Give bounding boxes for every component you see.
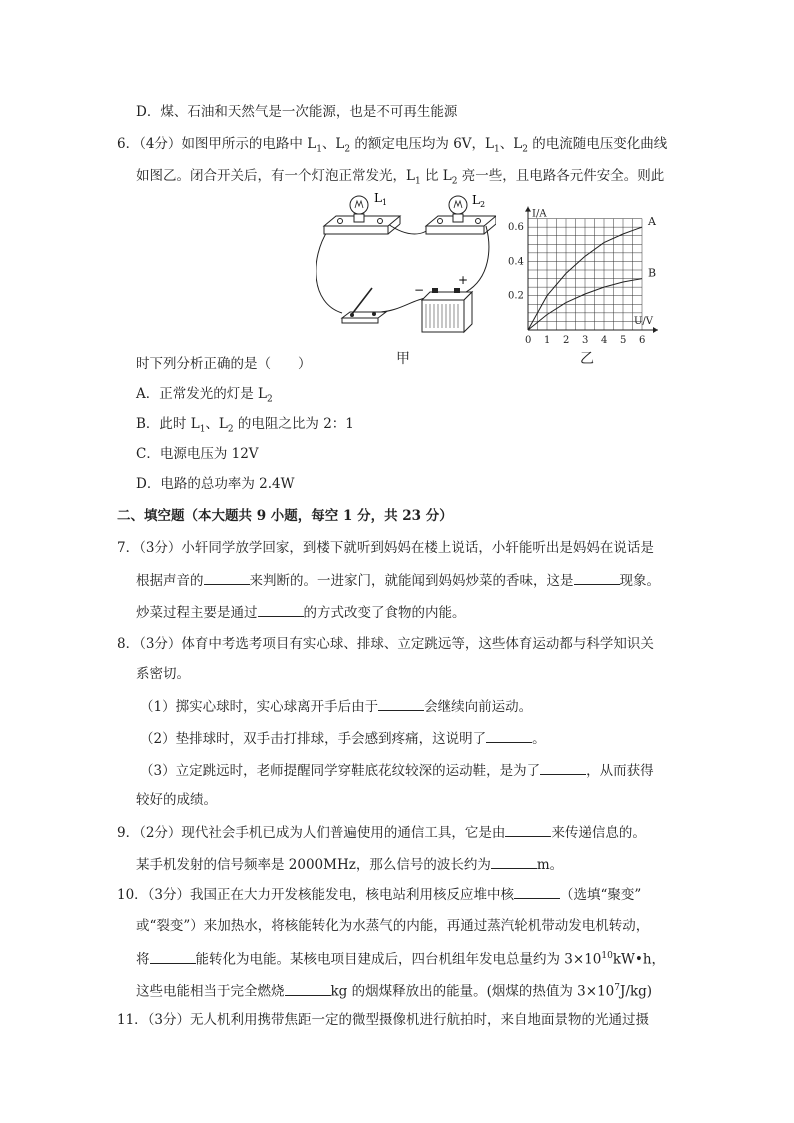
blank	[505, 822, 551, 837]
q6-option-c: C．电源电压为 12V	[136, 446, 259, 462]
lamp-l2	[426, 196, 496, 234]
q6-option-a: A．正常发光的灯是 $L_2$	[136, 386, 273, 405]
q7-line-1: 7．（3分）小轩同学放学回家，到楼下就听到妈妈在楼上说话，小轩能听出是妈妈在说话是	[117, 540, 654, 556]
blank	[378, 696, 424, 711]
series-label-A: A	[648, 215, 656, 229]
lamp-l1-label: $L_1$	[374, 191, 388, 207]
q6-line-1: 6．（4分）如图甲所示的电路中 $L_1$、$L_2$ 的额定电压均为 6V，$L_1$、$L_2$ 的电流随电压变化曲线	[117, 136, 668, 155]
q10-line-1: 10．（3分）我国正在大力开发核能发电，核电站利用核反应堆中核 （选填“聚变”	[117, 884, 641, 905]
q8-line-1: 8．（3分）体育中考选考项目有实心球、排球、立定跳远等，这些体育运动都与科学知识关	[117, 636, 654, 652]
q10-line-2: 或“裂变”）来加热水，将核能转化为水蒸气的内能，再通过蒸汽轮机带动发电机转动，	[136, 918, 650, 934]
q11-line-1: 11．（3分）无人机利用携带焦距一定的微型摄像机进行航拍时，来自地面景物的光通过摄	[117, 1012, 650, 1028]
iu-chart	[506, 196, 666, 346]
q6-line-3: 时下列分析正确的是（ ）	[136, 356, 312, 372]
x-tick-label: 4	[601, 335, 608, 346]
battery-plus-label: +	[458, 273, 469, 287]
q6-number: 6．（4分）	[117, 136, 182, 152]
figure-caption-yi: 乙	[580, 351, 594, 367]
chart-grid	[528, 219, 642, 330]
lamp-l1	[324, 196, 400, 234]
wire-left	[316, 230, 342, 313]
blank	[285, 981, 331, 996]
q8-part-2: （2）垫排球时，双手击打排球，手会感到疼痛，这说明了 。	[140, 728, 546, 749]
x-tick-label: 2	[563, 335, 570, 346]
q6-line-2: 如图乙。闭合开关后，有一个灯泡正常发光，$L_1$ 比 $L_2$ 亮一些，且电路各元件安全。则此	[136, 168, 665, 187]
wire-right	[466, 226, 489, 292]
q8-part-3-cont: 较好的成绩。	[136, 792, 217, 808]
switch	[342, 288, 386, 323]
q9-line-2: 某手机发射的信号频率是 2000MHz，那么信号的波长约为 m。	[136, 854, 563, 875]
blank	[540, 760, 586, 775]
x-tick-label: 6	[639, 335, 646, 346]
q9-line-1: 9．（2分）现代社会手机已成为人们普遍使用的通信工具，它是由 来传递信息的。	[117, 822, 646, 843]
q7-line-2: 根据声音的 来判断的。一进家门，就能闻到妈妈炒菜的香味，这是 现象。	[136, 570, 660, 591]
x-tick-label: 5	[620, 335, 627, 346]
series-label-B: B	[648, 266, 657, 280]
q8-part-3: （3）立定跳远时，老师提醒同学穿鞋底花纹较深的运动鞋，是为了 ，从而获得	[140, 760, 654, 781]
q7-line-3: 炒菜过程主要是通过 的方式改变了食物的内能。	[136, 602, 466, 623]
blank	[574, 570, 620, 585]
q10-line-3: 将 能转化为电能。某核电项目建成后，四台机组年发电总量约为 $3\times 10^{10}kW•h$，	[136, 946, 665, 970]
q6-option-d: D．电路的总功率为 2.4W	[136, 476, 295, 492]
figure-caption-jia: 甲	[396, 351, 410, 367]
section-2-heading: 二、填空题（本大题共 9 小题，每空 1 分，共 23 分）	[117, 508, 453, 524]
q5-option-d: D．煤、石油和天然气是一次能源，也是不可再生能源	[136, 104, 458, 120]
blank	[486, 728, 532, 743]
y-axis-label: I/A	[532, 208, 547, 220]
lamp-l2-label: $L_2$	[472, 193, 486, 209]
x-tick-label: 0	[525, 335, 532, 346]
battery-minus-label: −	[414, 283, 425, 297]
blank	[514, 884, 560, 899]
y-tick-label: 0.4	[508, 256, 524, 268]
x-axis-label: U/V	[634, 316, 654, 327]
q6-option-b: B．此时 $L_1$、$L_2$ 的电阻之比为 2：1	[136, 416, 354, 435]
y-tick-label: 0.2	[508, 290, 524, 302]
x-axis-arrow	[653, 327, 658, 333]
y-tick-label: 0.6	[508, 222, 524, 234]
blank	[258, 602, 304, 617]
q10-line-4: 这些电能相当于完全燃烧 kg 的烟煤释放出的能量。(烟煤的热值为 $3\times 10^7J/kg$)	[136, 978, 652, 1002]
battery	[422, 288, 472, 332]
blank	[491, 854, 537, 869]
wire-switch-battery	[378, 298, 426, 312]
q8-line-2: 系密切。	[136, 666, 190, 682]
x-tick-label: 3	[582, 335, 589, 346]
blank	[150, 949, 196, 964]
y-axis-arrow	[525, 207, 531, 212]
blank	[204, 570, 250, 585]
circuit-diagram	[316, 188, 496, 338]
q8-part-1: （1）掷实心球时，实心球离开手后由于 会继续向前运动。	[140, 696, 532, 717]
x-tick-label: 1	[544, 335, 551, 346]
